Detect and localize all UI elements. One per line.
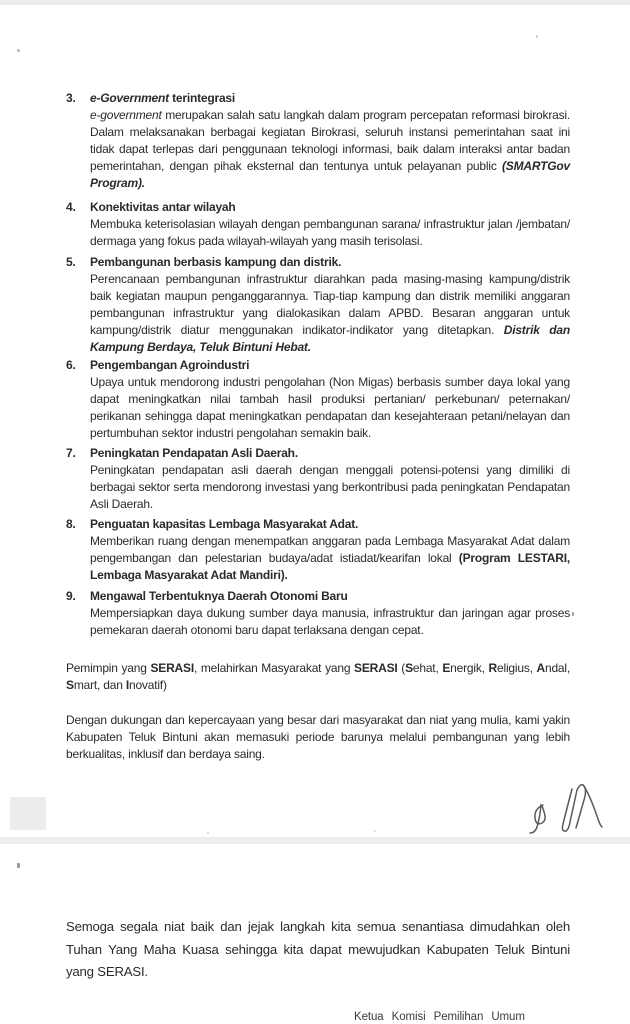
scan-speck <box>572 612 574 616</box>
item-body: Memberikan ruang dengan menempatkan anggaran pada Lembaga Masyarakat Adat dalam pengembangan dan pelestarian budaya/adat istiadat/kearifan lokal (Program LESTARI, Lembaga Masyarakat Adat Mandiri). <box>90 534 570 582</box>
scan-speck <box>374 830 376 832</box>
list-item <box>66 199 570 250</box>
item-number: 8. <box>66 517 76 531</box>
item-heading: Konektivitas antar wilayah <box>90 200 236 214</box>
item-number: 4. <box>66 200 76 214</box>
list-item <box>66 445 570 513</box>
scan-speck <box>17 49 20 52</box>
item-heading: Pengembangan Agroindustri <box>90 358 250 372</box>
item-heading: Peningkatan Pendapatan Asli Daerah. <box>90 446 298 460</box>
list-item <box>66 516 570 584</box>
item-body: Peningkatan pendapatan asli daerah dengan menggali potensi-potensi yang dimiliki di berbagai sektor serta mendorong investasi yang berkontribusi pada peningkatan Pendapatan Asli Daerah. <box>90 463 570 511</box>
item-heading: Mengawal Terbentuknya Daerah Otonomi Baru <box>90 589 348 603</box>
item-body: Upaya untuk mendorong industri pengolahan (Non Migas) berbasis sumber daya lokal yang dapat meningkatkan nilai tambah hasil produksi pertanian/ perkebunan/ peternakan/ perikanan sehingga dapat meningkatkan pendapatan dan kesejahteraan petani/nelayan dan pertumbuhan sektor industri pengolahan semakin baik. <box>90 375 570 440</box>
item-number: 5. <box>66 255 76 269</box>
list-item <box>66 90 570 192</box>
item-number: 9. <box>66 589 76 603</box>
item-body: e-government merupakan salah satu langkah dalam program percepatan reformasi birokrasi. Dalam melaksanakan berbagai kegiatan Birokrasi, seluruh instansi pemerintahan saat ini tidak dapat terlepas dari penggunaan teknologi informasi, baik dalam interaksi antar badan pemerintahan, dengan pihak eksternal dan tentunya untuk pelayanan public (SMARTGov Program). <box>90 108 570 190</box>
list-item <box>66 254 570 356</box>
serasi-statement: Pemimpin yang SERASI, melahirkan Masyarakat yang SERASI (Sehat, Energik, Religius, Andal, Smart, dan Inovatif) <box>66 661 571 692</box>
item-heading: e-Government terintegrasi <box>90 91 236 105</box>
item-body: Perencanaan pembangunan infrastruktur diarahkan pada masing-masing kampung/distrik baik kegiatan maupun penganggarannya. Tiap-tiap kampung dan distrik memiliki anggaran pembangunan infrastruktur yang dialokasikan dalam APBD. Besaran anggaran untuk kampung/distrik diatur menggunakan indikator-indikator yang ditetapkan. Distrik dan Kampung Berdaya, Teluk Bintuni Hebat. <box>90 272 570 354</box>
prayer-paragraph: Semoga segala niat baik dan jejak langkah kita semua senantiasa dimudahkan oleh Tuhan Yang Maha Kuasa sehingga kita dapat mewujudkan Kabupaten Teluk Bintuni yang SERASI. <box>66 919 570 979</box>
item-heading: Penguatan kapasitas Lembaga Masyarakat Adat. <box>90 517 359 531</box>
scan-artifact-square <box>10 797 46 830</box>
scan-speck <box>17 863 20 868</box>
item-body: Membuka keterisolasian wilayah dengan pembangunan sarana/ infrastruktur jalan /jembatan/ dermaga yang fokus pada wilayah-wilayah yang masih terisolasi. <box>90 217 570 248</box>
item-number: 6. <box>66 358 76 372</box>
scan-speck <box>536 35 538 38</box>
scan-edge-strip <box>0 0 630 5</box>
item-number: 7. <box>66 446 76 460</box>
scan-speck <box>207 832 209 834</box>
item-number: 3. <box>66 91 76 105</box>
handwritten-initials <box>512 776 612 838</box>
cut-off-footer-text: Ketua Komisi Pemilihan Umum <box>354 1011 525 1023</box>
item-heading: Pembangunan berbasis kampung dan distrik. <box>90 255 342 269</box>
commitment-statement: Dengan dukungan dan kepercayaan yang besar dari masyarakat dan niat yang mulia, kami yakin Kabupaten Teluk Bintuni akan memasuki periode barunya melalui pembangunan yang lebih berkualitas, inklusif dan berdaya saing. <box>66 713 570 761</box>
page-seam-band <box>0 837 630 844</box>
list-item <box>66 357 570 442</box>
list-item <box>66 588 570 639</box>
item-body: Mempersiapkan daya dukung sumber daya manusia, infrastruktur dan jaringan agar proses pemekaran daerah otonomi baru dapat terlaksana dengan cepat. <box>90 606 570 637</box>
